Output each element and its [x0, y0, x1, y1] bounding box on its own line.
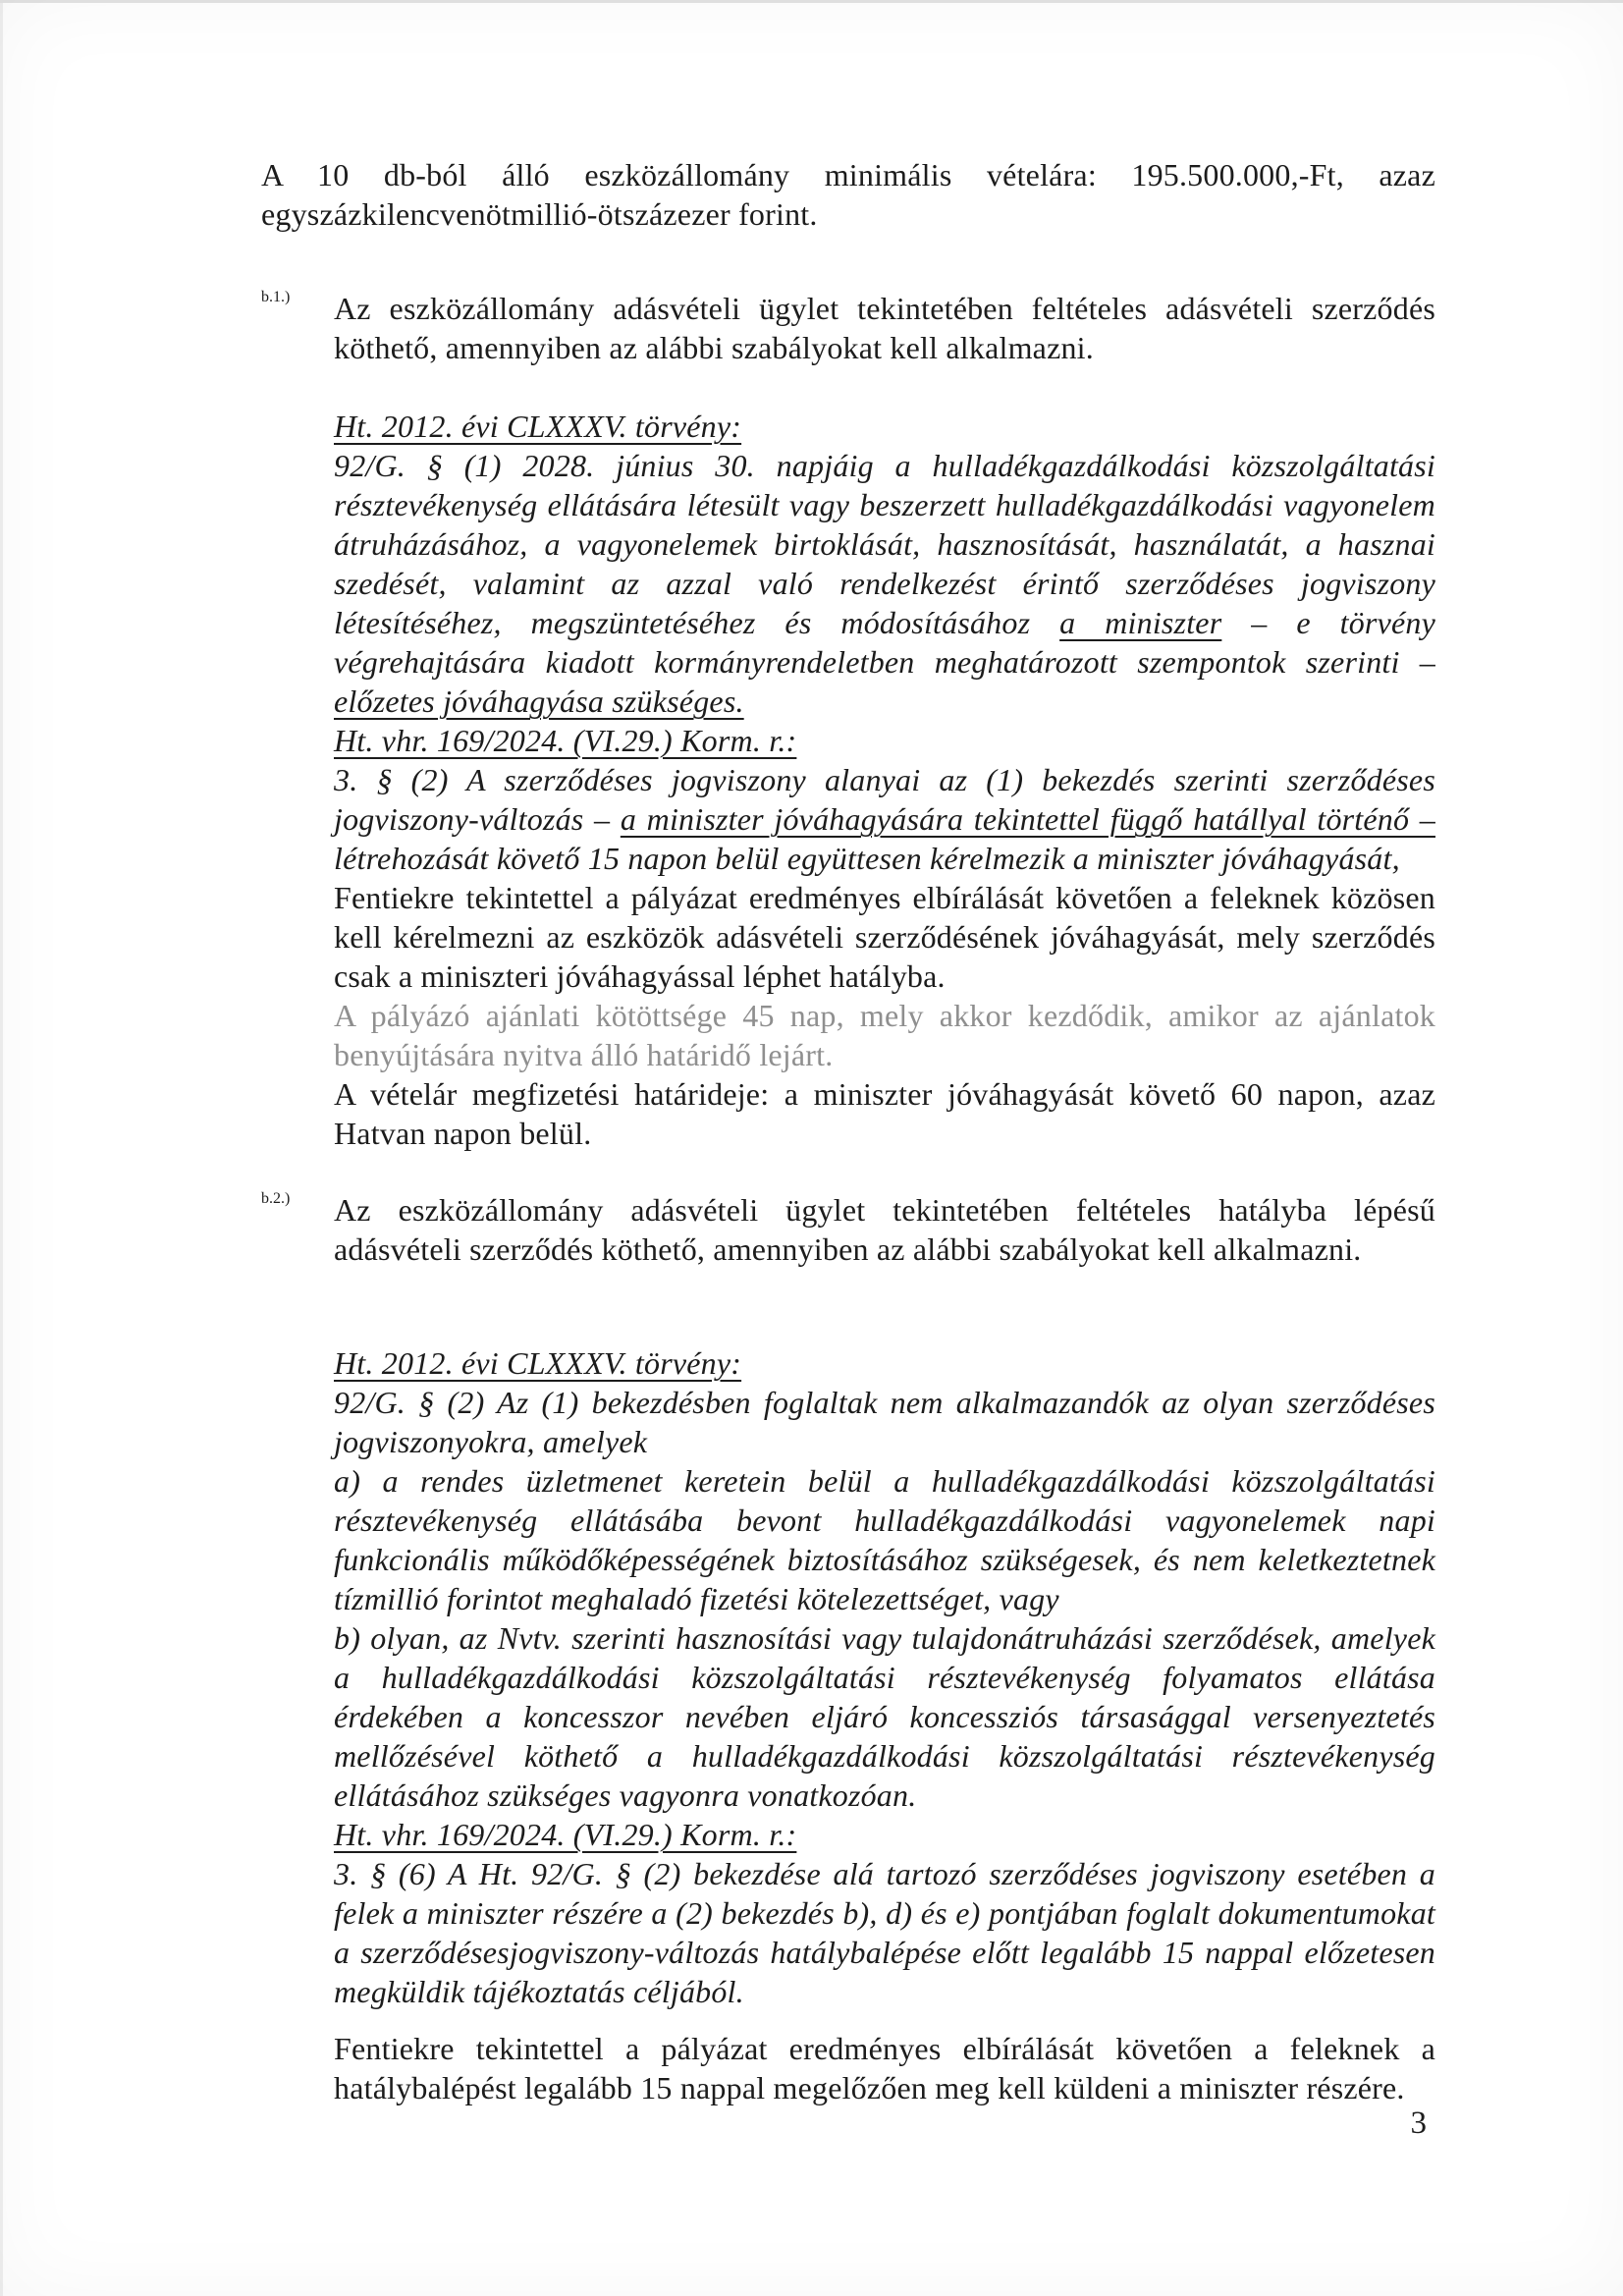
payment-deadline-paragraph: A vételár megfizetési határideje: a miniszter jóváhagyását követő 60 napon, azaz Hatvan napon belül. — [334, 1076, 1435, 1151]
decree-heading-169-2024-second-text: Ht. vhr. 169/2024. (VI.29.) Korm. r.: — [334, 1817, 797, 1852]
page-number: 3 — [1410, 2105, 1427, 2141]
law-quote-92g-1-part1: 92/G. § (1) 2028. június 30. napjáig a hulladékgazdálkodási közszolgáltatási résztevékenység ellátására létesült vagy beszerzett hulladékgazdálkodási vagyonelem átruházásához, a vagyonelemek birtoklását, hasznosítását, használatát, a hasznai szedését, valamint az azzal való rendelkezést érintő szerződéses jogviszony létesítéséhez, megszüntetéséhez és módosításához — [334, 448, 1435, 640]
list-label-b1: b.1.) — [261, 289, 291, 305]
law-quote-92g-1 — [334, 446, 1435, 721]
legal-quote-block-2 — [334, 1343, 1435, 2011]
law-heading-2012-clxxxv-second-text: Ht. 2012. évi CLXXXV. törvény: — [334, 1345, 742, 1381]
decree-quote-3-2-part1: 3. § (2) A szerződéses jogviszony alanyai az (1) bekezdés szerinti szerződéses jogviszony-változás – — [334, 762, 1435, 837]
law-heading-2012-clxxxv-text: Ht. 2012. évi CLXXXV. törvény: — [334, 409, 742, 444]
decree-quote-3-6: 3. § (6) A Ht. 92/G. § (2) bekezdése alá tartozó szerződéses jogviszony esetében a felek a miniszter részére a (2) bekezdés b), d) és e) pontjában foglalt dokumentumokat a szerződésesjogviszony-változás hatálybalépése előtt legalább 15 nappal előzetesen megküldik tájékoztatás céljából. — [334, 1856, 1435, 2009]
law-heading-2012-clxxxv — [334, 407, 1435, 446]
decree-heading-169-2024-first — [334, 721, 1435, 760]
law-quote-92g-1-underline-approval: előzetes jóváhagyása szükséges. — [334, 683, 744, 719]
decree-quote-3-2-underline: a miniszter jóváhagyására tekintettel függő hatállyal történő – — [620, 801, 1435, 837]
list-item-b2-text: Az eszközállomány adásvételi ügylet tekintetében feltételes hatályba lépésű adásvételi szerződés köthető, amennyiben az alábbi szabályokat kell alkalmazni. — [334, 1192, 1435, 1267]
decree-quote-3-2-part2: létrehozását követő 15 napon belül együttesen kérelmezik a miniszter jóváhagyását, — [334, 841, 1400, 876]
law-quote-92g-2: 92/G. § (2) Az (1) bekezdésben foglaltak nem alkalmazandók az olyan szerződéses jogviszonyokra, amelyek — [334, 1385, 1435, 1459]
decree-heading-169-2024-first-text: Ht. vhr. 169/2024. (VI.29.) Korm. r.: — [334, 723, 797, 758]
decree-heading-169-2024-second — [334, 1815, 1435, 1854]
law-quote-92g-1-part2: – e törvény végrehajtására kiadott kormányrendeletben meghatározott szempontok szerinti – — [334, 605, 1435, 680]
intro-paragraph: A 10 db-ból álló eszközállomány minimális vételára: 195.500.000,-Ft, azaz egyszázkilencvenötmillió-ötszázezer forint. — [261, 157, 1435, 232]
list-item-b1-text: Az eszközállomány adásvételi ügylet tekintetében feltételes adásvételi szerződés köthető, amennyiben az alábbi szabályokat kell alkalmazni. — [334, 291, 1435, 365]
decree-quote-3-2 — [334, 760, 1435, 878]
final-paragraph: Fentiekre tekintettel a pályázat eredményes elbírálását követően a feleknek a hatálybalépést legalább 15 nappal megelőzően meg kell küldeni a miniszter részére. — [334, 2031, 1435, 2105]
law-quote-92g-1-underline-minister: a miniszter — [1059, 605, 1222, 640]
list-item-b2 — [261, 1190, 1435, 1269]
law-heading-2012-clxxxv-second — [334, 1343, 1435, 1383]
list-item-b1 — [261, 289, 1435, 367]
bid-validity-paragraph: A pályázó ajánlati kötöttsége 45 nap, mely akkor kezdődik, amikor az ajánlatok benyújtására nyitva álló határidő lejárt. — [334, 998, 1435, 1072]
legal-quote-block-1 — [334, 407, 1435, 878]
law-quote-92g-2-point-a: a) a rendes üzletmenet keretein belül a hulladékgazdálkodási közszolgáltatási résztevékenység ellátásába bevont hulladékgazdálkodási vagyonelemek napi funkcionális működőképességének biztosításához szükségesek, és nem keletkeztetnek tízmillió forintot meghaladó fizetési kötelezettséget, vagy — [334, 1463, 1435, 1616]
list-label-b2: b.2.) — [261, 1190, 291, 1207]
law-quote-92g-2-point-b: b) olyan, az Nvtv. szerinti hasznosítási vagy tulajdonátruházási szerződések, amelyek a hulladékgazdálkodási közszolgáltatási résztevékenység folyamatos ellátása érdekében a koncesszor nevében eljáró koncessziós társasággal versenyeztetés mellőzésével köthető a hulladékgazdálkodási közszolgáltatási résztevékenység ellátásához szükséges vagyonra vonatkozóan. — [334, 1620, 1435, 1813]
approval-paragraph: Fentiekre tekintettel a pályázat eredményes elbírálását követően a feleknek közösen kell kérelmezni az eszközök adásvételi szerződésének jóváhagyását, mely szerződés csak a miniszteri jóváhagyással léphet hatályba. — [334, 880, 1435, 994]
